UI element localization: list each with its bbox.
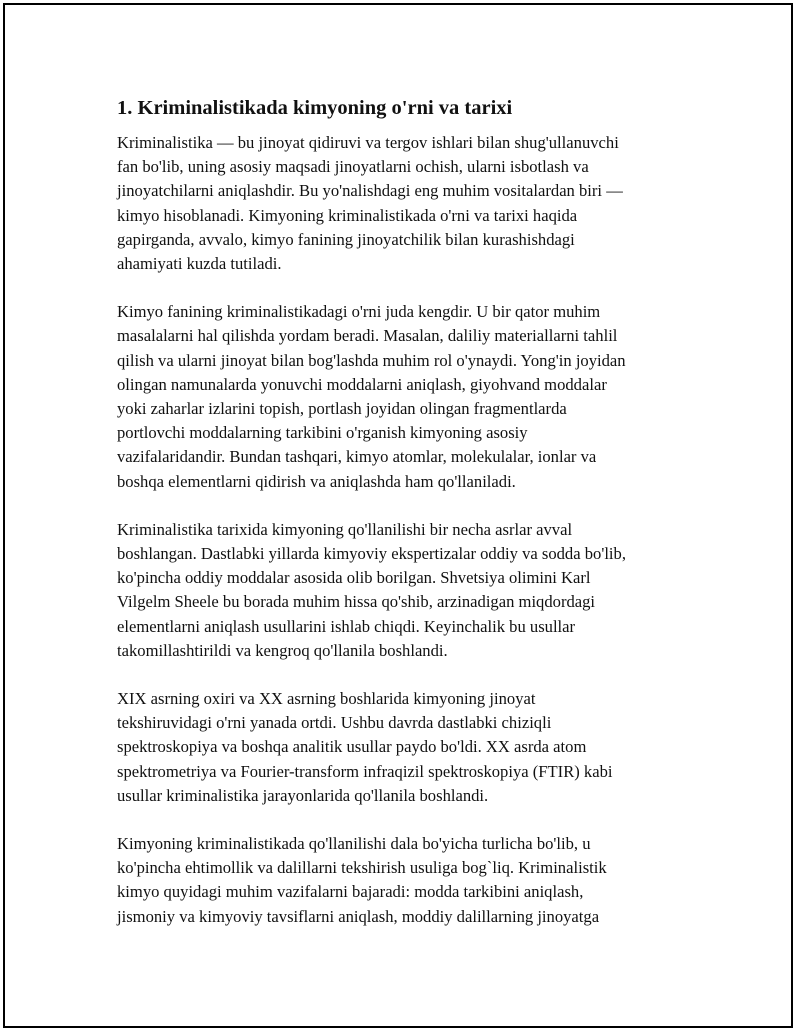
paragraph-5: Kimyoning kriminalistikada qo'llanilishi dala bo'yicha turlicha bo'lib, u ko'pincha ehtimollik va dalillarni tekshirish usuliga bog`liq. Kriminalistik kimyo quyidagi muhim vazifalarni bajaradi: modda tarkibini aniqlash, jismoniy va kimyoviy tavsiflarni aniqlash, moddiy dalillarning jinoyatga [117, 834, 607, 926]
section-title: 1. Kriminalistikada kimyoning o'rni va tarixi [117, 97, 513, 119]
document-body [117, 95, 697, 953]
paragraph-1: Kriminalistika — bu jinoyat qidiruvi va tergov ishlari bilan shug'ullanuvchi fan bo'lib, uning asosiy maqsadi jinoyatlarni ochish, ularni isbotlash va jinoyatchilarni aniqlashdir. Bu yo'nalishdagi eng muhim vositalardan biri — kimyo hisoblanadi. Kimyoning kriminalistikada o'rni va tarixi haqida gapirganda, avvalo, kimyo fanining jinoyatchilik bilan kurashishdagi ahamiyati kuzda tutiladi. [117, 133, 623, 274]
paragraph-2: Kimyo fanining kriminalistikadagi o'rni juda kengdir. U bir qator muhim masalalarni hal qilishda yordam beradi. Masalan, daliliy materiallarni tahlil qilish va ularni jinoyat bilan bog'lashda muhim rol o'ynaydi. Yong'in joyidan olingan namunalarda yonuvchi moddalarni aniqlash, giyohvand moddalar yoki zaharlar izlarini topish, portlash joyidan olingan fragmentlarda portlovchi moddalarning tarkibini o'rganish kimyoning asosiy vazifalaridandir. Bundan tashqari, kimyo atomlar, molekulalar, ionlar va boshqa elementlarni qidirish va aniqlashda ham qo'llaniladi. [117, 302, 626, 491]
paragraph-3: Kriminalistika tarixida kimyoning qo'llanilishi bir necha asrlar avval boshlangan. Dastlabki yillarda kimyoviy ekspertizalar oddiy va sodda bo'lib, ko'pincha oddiy moddalar asosida olib borilgan. Shvetsiya olimini Karl Vilgelm Sheele bu borada muhim hissa qo'shib, arzinadigan miqdordagi elementlarni aniqlash usullarini ishlab chiqdi. Keyinchalik bu usullar takomillashtirildi va kengroq qo'llanila boshlandi. [117, 519, 626, 660]
paragraph-4: XIX asrning oxiri va XX asrning boshlarida kimyoning jinoyat tekshiruvidagi o'rni yanada ortdi. Ushbu davrda dastlabki chiziqli spektroskopiya va boshqa analitik usullar paydo bo'ldi. XX asrda atom spektrometriya va Fourier-transform infraqizil spektroskopiya (FTIR) kabi usullar kriminalistika jarayonlarida qo'llanila boshlandi. [117, 689, 613, 805]
